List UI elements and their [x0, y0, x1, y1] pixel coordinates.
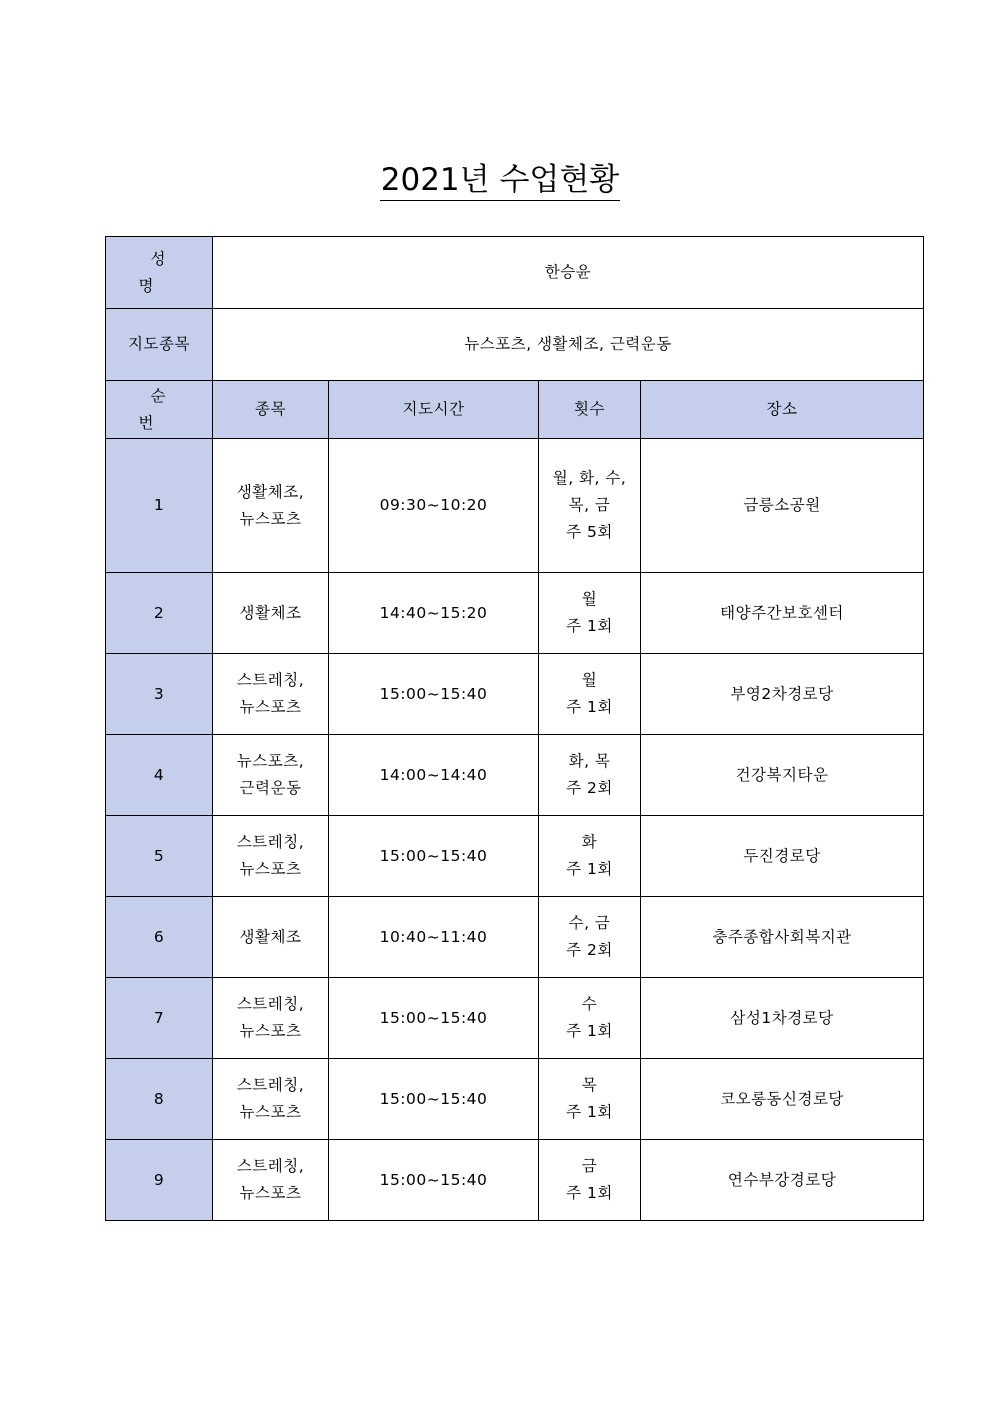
row-sport [213, 1059, 329, 1140]
page-title-text: 2021년 수업현황 [380, 160, 620, 201]
subject-label: 지도종목 [106, 309, 213, 381]
row-sport-line: 스트레칭, [236, 671, 305, 689]
column-header-time: 지도시간 [329, 381, 539, 439]
name-label: 성 명 [106, 237, 213, 309]
row-frequency [539, 897, 641, 978]
row-sport-line: 근력운동 [239, 779, 302, 797]
row-frequency-line: 수 [581, 995, 598, 1013]
column-header-sport: 종목 [213, 381, 329, 439]
row-time: 15:00~15:40 [329, 816, 539, 897]
row-number: 3 [106, 654, 213, 735]
table-row [106, 1140, 924, 1221]
row-place: 코오롱동신경로당 [641, 1059, 924, 1140]
row-frequency-line: 목 [581, 1076, 598, 1094]
row-sport-line: 스트레칭, [236, 833, 305, 851]
row-frequency-line: 주 1회 [566, 1103, 613, 1121]
name-row [106, 237, 924, 309]
row-frequency [539, 735, 641, 816]
row-frequency-line: 화 [581, 833, 598, 851]
row-sport-line: 생활체조, [236, 482, 305, 501]
row-frequency-line: 월, 화, 수, [552, 469, 627, 487]
subject-row [106, 309, 924, 381]
table-row [106, 897, 924, 978]
row-frequency-line: 주 2회 [566, 941, 613, 959]
row-place: 연수부강경로당 [641, 1140, 924, 1221]
row-place: 충주종합사회복지관 [641, 897, 924, 978]
row-sport [213, 654, 329, 735]
row-number: 9 [106, 1140, 213, 1221]
row-time: 15:00~15:40 [329, 654, 539, 735]
row-sport [213, 816, 329, 897]
row-time: 15:00~15:40 [329, 1059, 539, 1140]
row-sport-line: 뉴스포츠 [239, 1022, 302, 1040]
row-place: 건강복지타운 [641, 735, 924, 816]
row-frequency-line: 주 2회 [566, 779, 613, 797]
class-status-table [105, 236, 924, 1221]
row-sport-line: 생활체조 [239, 927, 302, 946]
row-time: 15:00~15:40 [329, 978, 539, 1059]
row-time: 09:30~10:20 [329, 439, 539, 573]
row-frequency [539, 1140, 641, 1221]
row-place: 부영2차경로당 [641, 654, 924, 735]
row-frequency [539, 978, 641, 1059]
row-frequency-line: 주 1회 [566, 617, 613, 635]
row-time: 14:00~14:40 [329, 735, 539, 816]
row-sport [213, 735, 329, 816]
row-place: 삼성1차경로당 [641, 978, 924, 1059]
row-number: 6 [106, 897, 213, 978]
name-value: 한승윤 [213, 237, 924, 309]
row-frequency [539, 439, 641, 573]
row-number: 8 [106, 1059, 213, 1140]
row-frequency-line: 주 1회 [566, 860, 613, 878]
row-sport-line: 뉴스포츠, [236, 752, 305, 770]
row-sport-line: 뉴스포츠 [239, 860, 302, 878]
row-sport-line: 생활체조 [239, 603, 302, 622]
row-sport-line: 뉴스포츠 [239, 698, 302, 716]
table-row [106, 816, 924, 897]
row-number: 7 [106, 978, 213, 1059]
row-frequency-line: 월 [581, 671, 598, 689]
table-row [106, 735, 924, 816]
column-header-place: 장소 [641, 381, 924, 439]
table-row [106, 573, 924, 654]
row-frequency-line: 주 1회 [566, 698, 613, 716]
row-frequency-line: 화, 목 [568, 752, 611, 770]
row-number: 2 [106, 573, 213, 654]
row-frequency-line: 월 [581, 590, 598, 608]
row-number: 4 [106, 735, 213, 816]
row-sport [213, 439, 329, 573]
row-place: 금릉소공원 [641, 439, 924, 573]
row-time: 14:40~15:20 [329, 573, 539, 654]
row-frequency [539, 654, 641, 735]
row-frequency [539, 573, 641, 654]
row-sport-line: 스트레칭, [236, 1076, 305, 1094]
row-number: 5 [106, 816, 213, 897]
row-sport-line: 스트레칭, [236, 995, 305, 1013]
table-row [106, 439, 924, 573]
row-sport [213, 573, 329, 654]
row-sport [213, 897, 329, 978]
table-row [106, 978, 924, 1059]
column-header-number: 순 번 [106, 381, 213, 439]
row-frequency-line: 주 1회 [566, 1022, 613, 1040]
row-sport [213, 1140, 329, 1221]
column-header-frequency: 횟수 [539, 381, 641, 439]
row-sport-line: 뉴스포츠 [239, 509, 302, 528]
row-frequency [539, 1059, 641, 1140]
column-header-row [106, 381, 924, 439]
table-row [106, 1059, 924, 1140]
row-frequency-line: 주 5회 [566, 523, 613, 541]
page-title [0, 158, 992, 202]
row-sport [213, 978, 329, 1059]
subject-value: 뉴스포츠, 생활체조, 근력운동 [213, 309, 924, 381]
row-number: 1 [106, 439, 213, 573]
row-sport-line: 뉴스포츠 [239, 1184, 302, 1202]
row-place: 태양주간보호센터 [641, 573, 924, 654]
row-sport-line: 스트레칭, [236, 1157, 305, 1175]
row-time: 10:40~11:40 [329, 897, 539, 978]
row-frequency-line: 수, 금 [568, 914, 611, 932]
row-frequency-line: 목, 금 [568, 496, 611, 514]
row-frequency-line: 금 [581, 1157, 598, 1175]
table-row [106, 654, 924, 735]
row-time: 15:00~15:40 [329, 1140, 539, 1221]
row-place: 두진경로당 [641, 816, 924, 897]
row-frequency-line: 주 1회 [566, 1184, 613, 1202]
row-sport-line: 뉴스포츠 [239, 1103, 302, 1121]
row-frequency [539, 816, 641, 897]
